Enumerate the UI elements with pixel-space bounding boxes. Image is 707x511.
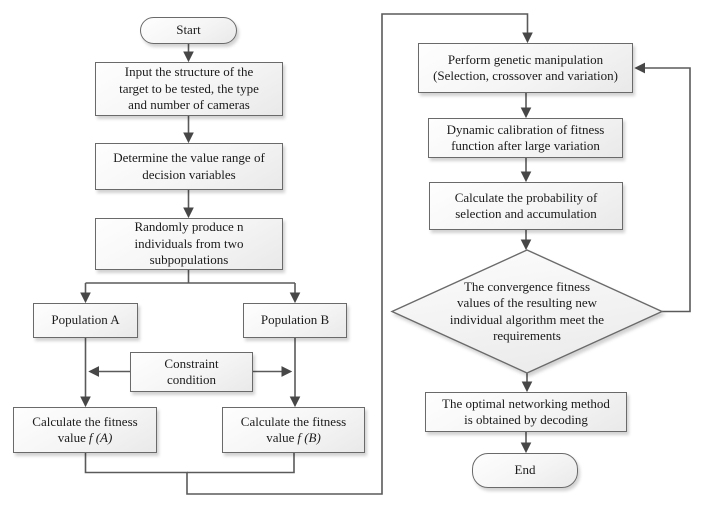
fitness-b-line1: Calculate the fitness [240, 413, 347, 429]
process-population-b [243, 303, 347, 338]
end-terminator [472, 453, 578, 488]
process-population-a [33, 303, 138, 338]
process-genetic-manipulation [418, 43, 633, 93]
process-determine-line2: decision variables [142, 166, 236, 182]
process-determine-range [95, 143, 283, 190]
process-input-line1: Input the structure of the [124, 64, 254, 80]
connector-branch-split [86, 270, 296, 283]
fitness-b-math: f (B) [297, 430, 321, 445]
process-dynamic-calibration [428, 118, 623, 158]
fitness-b-value-prefix: value [266, 430, 295, 445]
decision-line1: The convergence fitness [463, 278, 591, 294]
connector-fitness-b-merge [187, 453, 294, 473]
population-a-label: Population A [51, 312, 120, 328]
process-random-line2: individuals from two [134, 235, 244, 251]
process-input-line3: and number of cameras [128, 97, 250, 113]
process-optimal-networking [425, 392, 627, 432]
constraint-line1: Constraint [164, 355, 219, 371]
process-input-structure [95, 62, 283, 116]
calibration-line1: Dynamic calibration of fitness [446, 121, 605, 137]
process-constraint-condition [130, 352, 253, 392]
process-input-line2: target to be tested, the type [119, 80, 259, 96]
fitness-a-math: f (A) [88, 430, 113, 445]
optimal-line1: The optimal networking method [442, 395, 610, 411]
probability-line1: Calculate the probability of [454, 189, 598, 205]
process-determine-line1: Determine the value range of [113, 150, 265, 166]
population-b-label: Population B [260, 312, 330, 328]
process-random-line3: subpopulations [149, 252, 229, 268]
fitness-a-line1: Calculate the fitness [32, 413, 138, 429]
start-label: Start [176, 22, 201, 38]
process-random-line1: Randomly produce n [134, 219, 244, 235]
constraint-line2: condition [166, 372, 217, 387]
genetic-line2: (Selection, crossover and variation) [433, 68, 618, 83]
decision-line3: individual algorithm meet the [449, 311, 605, 327]
calibration-line2: function after large variation [451, 138, 600, 153]
fitness-a-line2 [58, 430, 113, 446]
fitness-a-value-prefix: value [57, 430, 86, 445]
probability-line2: selection and accumulation [455, 206, 597, 221]
fitness-b-line2 [266, 430, 321, 446]
optimal-line2: is obtained by decoding [464, 412, 588, 427]
process-calculate-probability [429, 182, 623, 230]
decision-line4: requirements [493, 327, 561, 343]
process-fitness-b [222, 407, 365, 453]
genetic-line1: Perform genetic manipulation [447, 51, 604, 67]
decision-convergence [407, 255, 647, 368]
process-fitness-a [13, 407, 157, 453]
decision-line2: values of the resulting new [456, 295, 598, 311]
process-random-individuals [95, 218, 283, 270]
end-label: End [514, 462, 536, 478]
start-terminator [140, 17, 237, 44]
